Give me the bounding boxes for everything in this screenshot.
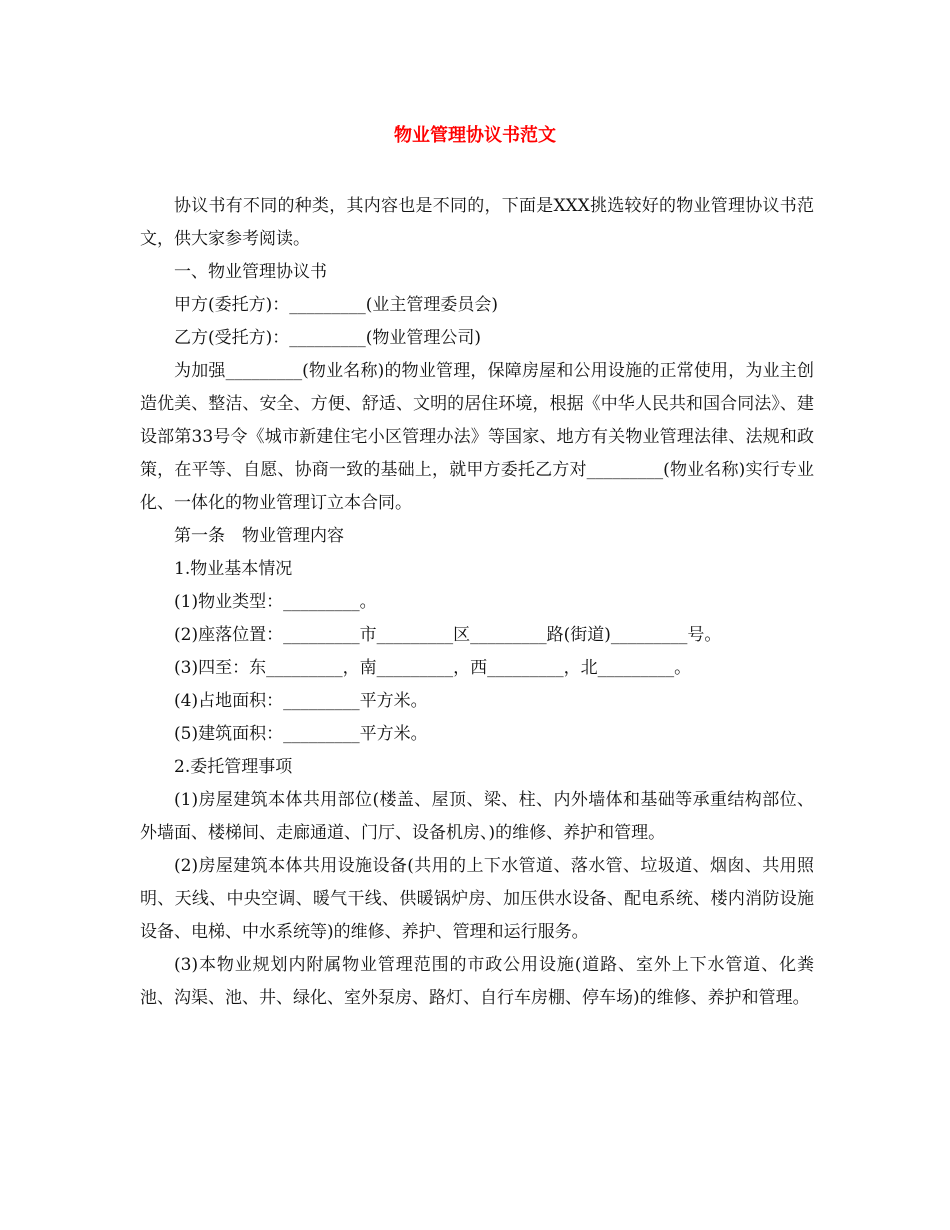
party-b-line: 乙方(受托方)：_________(物业管理公司) xyxy=(174,328,482,348)
land-area-line: (4)占地面积：_________平方米。 xyxy=(174,691,428,711)
document-title: 物业管理协议书范文 xyxy=(394,125,556,146)
party-a-line: 甲方(委托方)：_________(业主管理委员会) xyxy=(174,295,499,315)
property-boundaries-line: (3)四至：东_________，南_________，西_________，北_________。 xyxy=(174,658,692,678)
paragraph-intro: 协议书有不同的种类，其内容也是不同的，下面是XXX挑选较好的物业管理协议书范文，供大家参考阅读。 xyxy=(140,196,814,249)
section-heading: 一、物业管理协议书 xyxy=(174,262,327,282)
paragraph-purpose: 为加强_________(物业名称)的物业管理，保障房屋和公用设施的正常使用，为业主创造优美、整洁、安全、方便、舒适、文明的居住环境，根据《中华人民共和国合同法》、建设部第33号令《城市新建住宅小区管理办法》等国家、地方有关物业管理法律、法规和政策，在平等、自愿、协商一致的基础上，就甲方委托乙方对_________(物业名称)实行专业化、一体化的物业管理订立本合同。 xyxy=(140,361,814,513)
building-area-line: (5)建筑面积：_________平方米。 xyxy=(174,724,428,744)
list-item: (2)房屋建筑本体共用设施设备(共用的上下水管道、落水管、垃圾道、烟囱、共用照明、天线、中央空调、暖气干线、供暖锅炉房、加压供水设备、配电系统、楼内消防设施设备、电梯、中水系统等)的维修、养护、管理和运行服务。 xyxy=(140,856,814,942)
property-location-line: (2)座落位置：_________市_________区_________路(街道)_________号。 xyxy=(174,625,722,645)
article-heading: 第一条 物业管理内容 xyxy=(174,526,344,546)
property-type-line: (1)物业类型：_________。 xyxy=(174,592,377,612)
list-item: (3)本物业规划内附属物业管理范围的市政公用设施(道路、室外上下水管道、化粪池、沟渠、池、井、绿化、室外泵房、路灯、自行车房棚、停车场)的维修、养护和管理。 xyxy=(140,955,814,1008)
subsection-heading: 1.物业基本情况 xyxy=(174,559,293,579)
subsection-heading: 2.委托管理事项 xyxy=(174,757,293,777)
document-body xyxy=(140,190,814,1015)
list-item: (1)房屋建筑本体共用部位(楼盖、屋顶、梁、柱、内外墙体和基础等承重结构部位、外墙面、楼梯间、走廊通道、门厅、设备机房、)的维修、养护和管理。 xyxy=(140,790,814,843)
